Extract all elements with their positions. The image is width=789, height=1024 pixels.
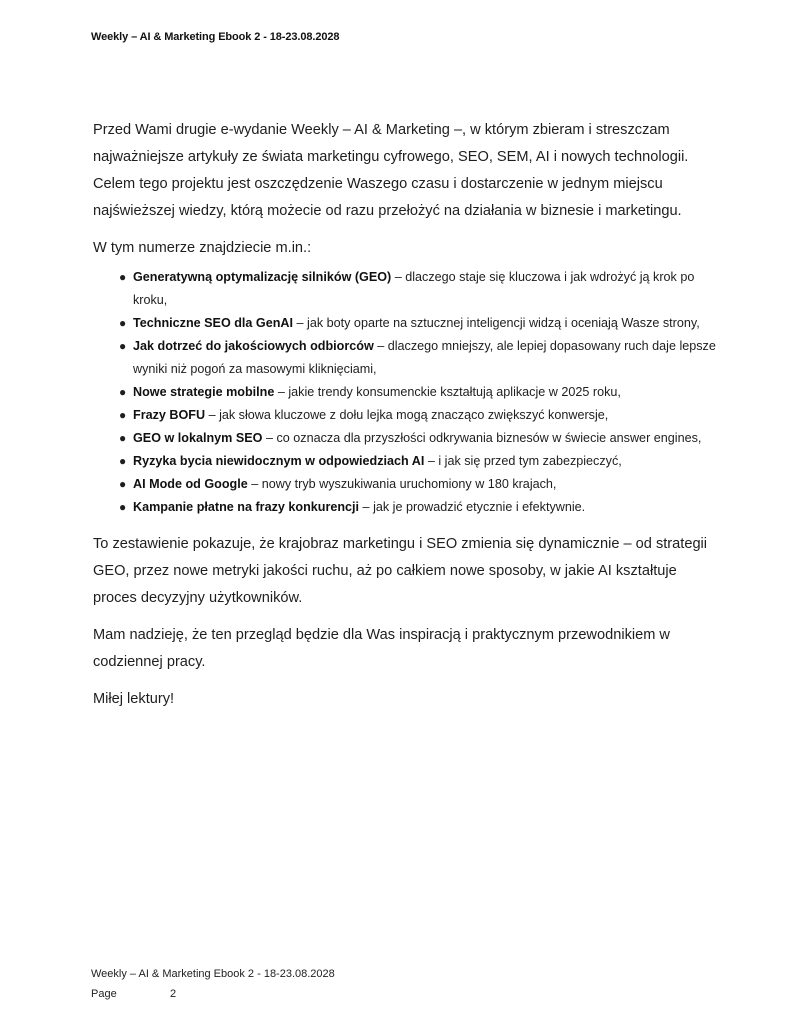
topic-title: Ryzyka bycia niewidocznym w odpowiedziach AI bbox=[133, 454, 425, 468]
topic-text: – dlaczego staje się kluczowa i jak wdrożyć ją krok po kroku, bbox=[133, 270, 695, 307]
page-header: Weekly – AI & Marketing Ebook 2 - 18-23.08.2028 bbox=[91, 31, 340, 43]
closing-line: Miłej lektury! bbox=[93, 691, 175, 707]
list-item bbox=[119, 473, 719, 496]
list-item bbox=[119, 335, 719, 381]
bullet-icon: ● bbox=[119, 270, 127, 284]
intro-paragraph: Przed Wami drugie e-wydanie Weekly – AI & Marketing –, w którym zbieram i streszczam najważniejsze artykuły ze świata marketingu cyfrowego, SEO, SEM, AI i nowych technologii. Celem tego projektu jest oszczędzenie Waszego czasu i dostarczenie w jednym miejscu najświeższej wiedzy, którą możecie od razu przełożyć na działania w biznesie i marketingu. bbox=[93, 122, 689, 219]
list-item bbox=[119, 450, 719, 473]
topics-list bbox=[93, 266, 719, 519]
hope-paragraph: Mam nadzieję, że ten przegląd będzie dla Was inspiracją i praktycznym przewodnikiem w codziennej pracy. bbox=[93, 627, 670, 670]
topic-text: – jakie trendy konsumenckie kształtują aplikacje w 2025 roku, bbox=[274, 385, 621, 399]
topic-title: Jak dotrzeć do jakościowych odbiorców bbox=[133, 339, 374, 353]
bullet-icon: ● bbox=[119, 500, 127, 514]
topic-title: Generatywną optymalizację silników (GEO) bbox=[133, 270, 392, 284]
page-number: 2 bbox=[170, 988, 177, 1000]
summary-paragraph: To zestawienie pokazuje, że krajobraz marketingu i SEO zmienia się dynamicznie – od strategii GEO, przez nowe metryki jakości ruchu, aż po całkiem nowe sposoby, w jakie AI kształtuje proces decyzyjny użytkowników. bbox=[93, 536, 708, 606]
topic-title: GEO w lokalnym SEO bbox=[133, 431, 263, 445]
topic-text: – jak je prowadzić etycznie i efektywnie. bbox=[359, 500, 586, 514]
topic-title: Kampanie płatne na frazy konkurencji bbox=[133, 500, 360, 514]
topic-title: Frazy BOFU bbox=[133, 408, 206, 422]
page-indicator bbox=[91, 984, 335, 1004]
list-item bbox=[119, 266, 719, 312]
bullet-icon: ● bbox=[119, 431, 127, 445]
topic-text: – jak słowa kluczowe z dołu lejka mogą znacząco zwiększyć konwersje, bbox=[205, 408, 609, 422]
bullet-icon: ● bbox=[119, 316, 127, 330]
list-intro: W tym numerze znajdziecie m.in.: bbox=[93, 240, 312, 256]
list-item bbox=[119, 496, 719, 519]
page-content bbox=[93, 117, 719, 723]
topic-text: – jak boty oparte na sztucznej inteligencji widzą i oceniają Wasze strony, bbox=[293, 316, 700, 330]
list-item bbox=[119, 404, 719, 427]
list-item bbox=[119, 427, 719, 450]
bullet-icon: ● bbox=[119, 385, 127, 399]
topic-text: – i jak się przed tym zabezpieczyć, bbox=[424, 454, 622, 468]
topic-title: AI Mode od Google bbox=[133, 477, 248, 491]
topic-title: Nowe strategie mobilne bbox=[133, 385, 275, 399]
topic-text: – co oznacza dla przyszłości odkrywania biznesów w świecie answer engines, bbox=[262, 431, 702, 445]
page-label: Page bbox=[91, 988, 117, 1000]
bullet-icon: ● bbox=[119, 408, 127, 422]
bullet-icon: ● bbox=[119, 339, 127, 353]
topic-title: Techniczne SEO dla GenAI bbox=[133, 316, 294, 330]
list-item bbox=[119, 381, 719, 404]
footer-title: Weekly – AI & Marketing Ebook 2 - 18-23.08.2028 bbox=[91, 968, 335, 980]
bullet-icon: ● bbox=[119, 454, 127, 468]
topic-text: – dlaczego mniejszy, ale lepiej dopasowany ruch daje lepsze wyniki niż pogoń za masowymi kliknięciami, bbox=[133, 339, 716, 376]
topic-text: – nowy tryb wyszukiwania uruchomiony w 180 krajach, bbox=[247, 477, 557, 491]
page-footer bbox=[91, 964, 335, 1004]
bullet-icon: ● bbox=[119, 477, 127, 491]
list-item bbox=[119, 312, 719, 335]
